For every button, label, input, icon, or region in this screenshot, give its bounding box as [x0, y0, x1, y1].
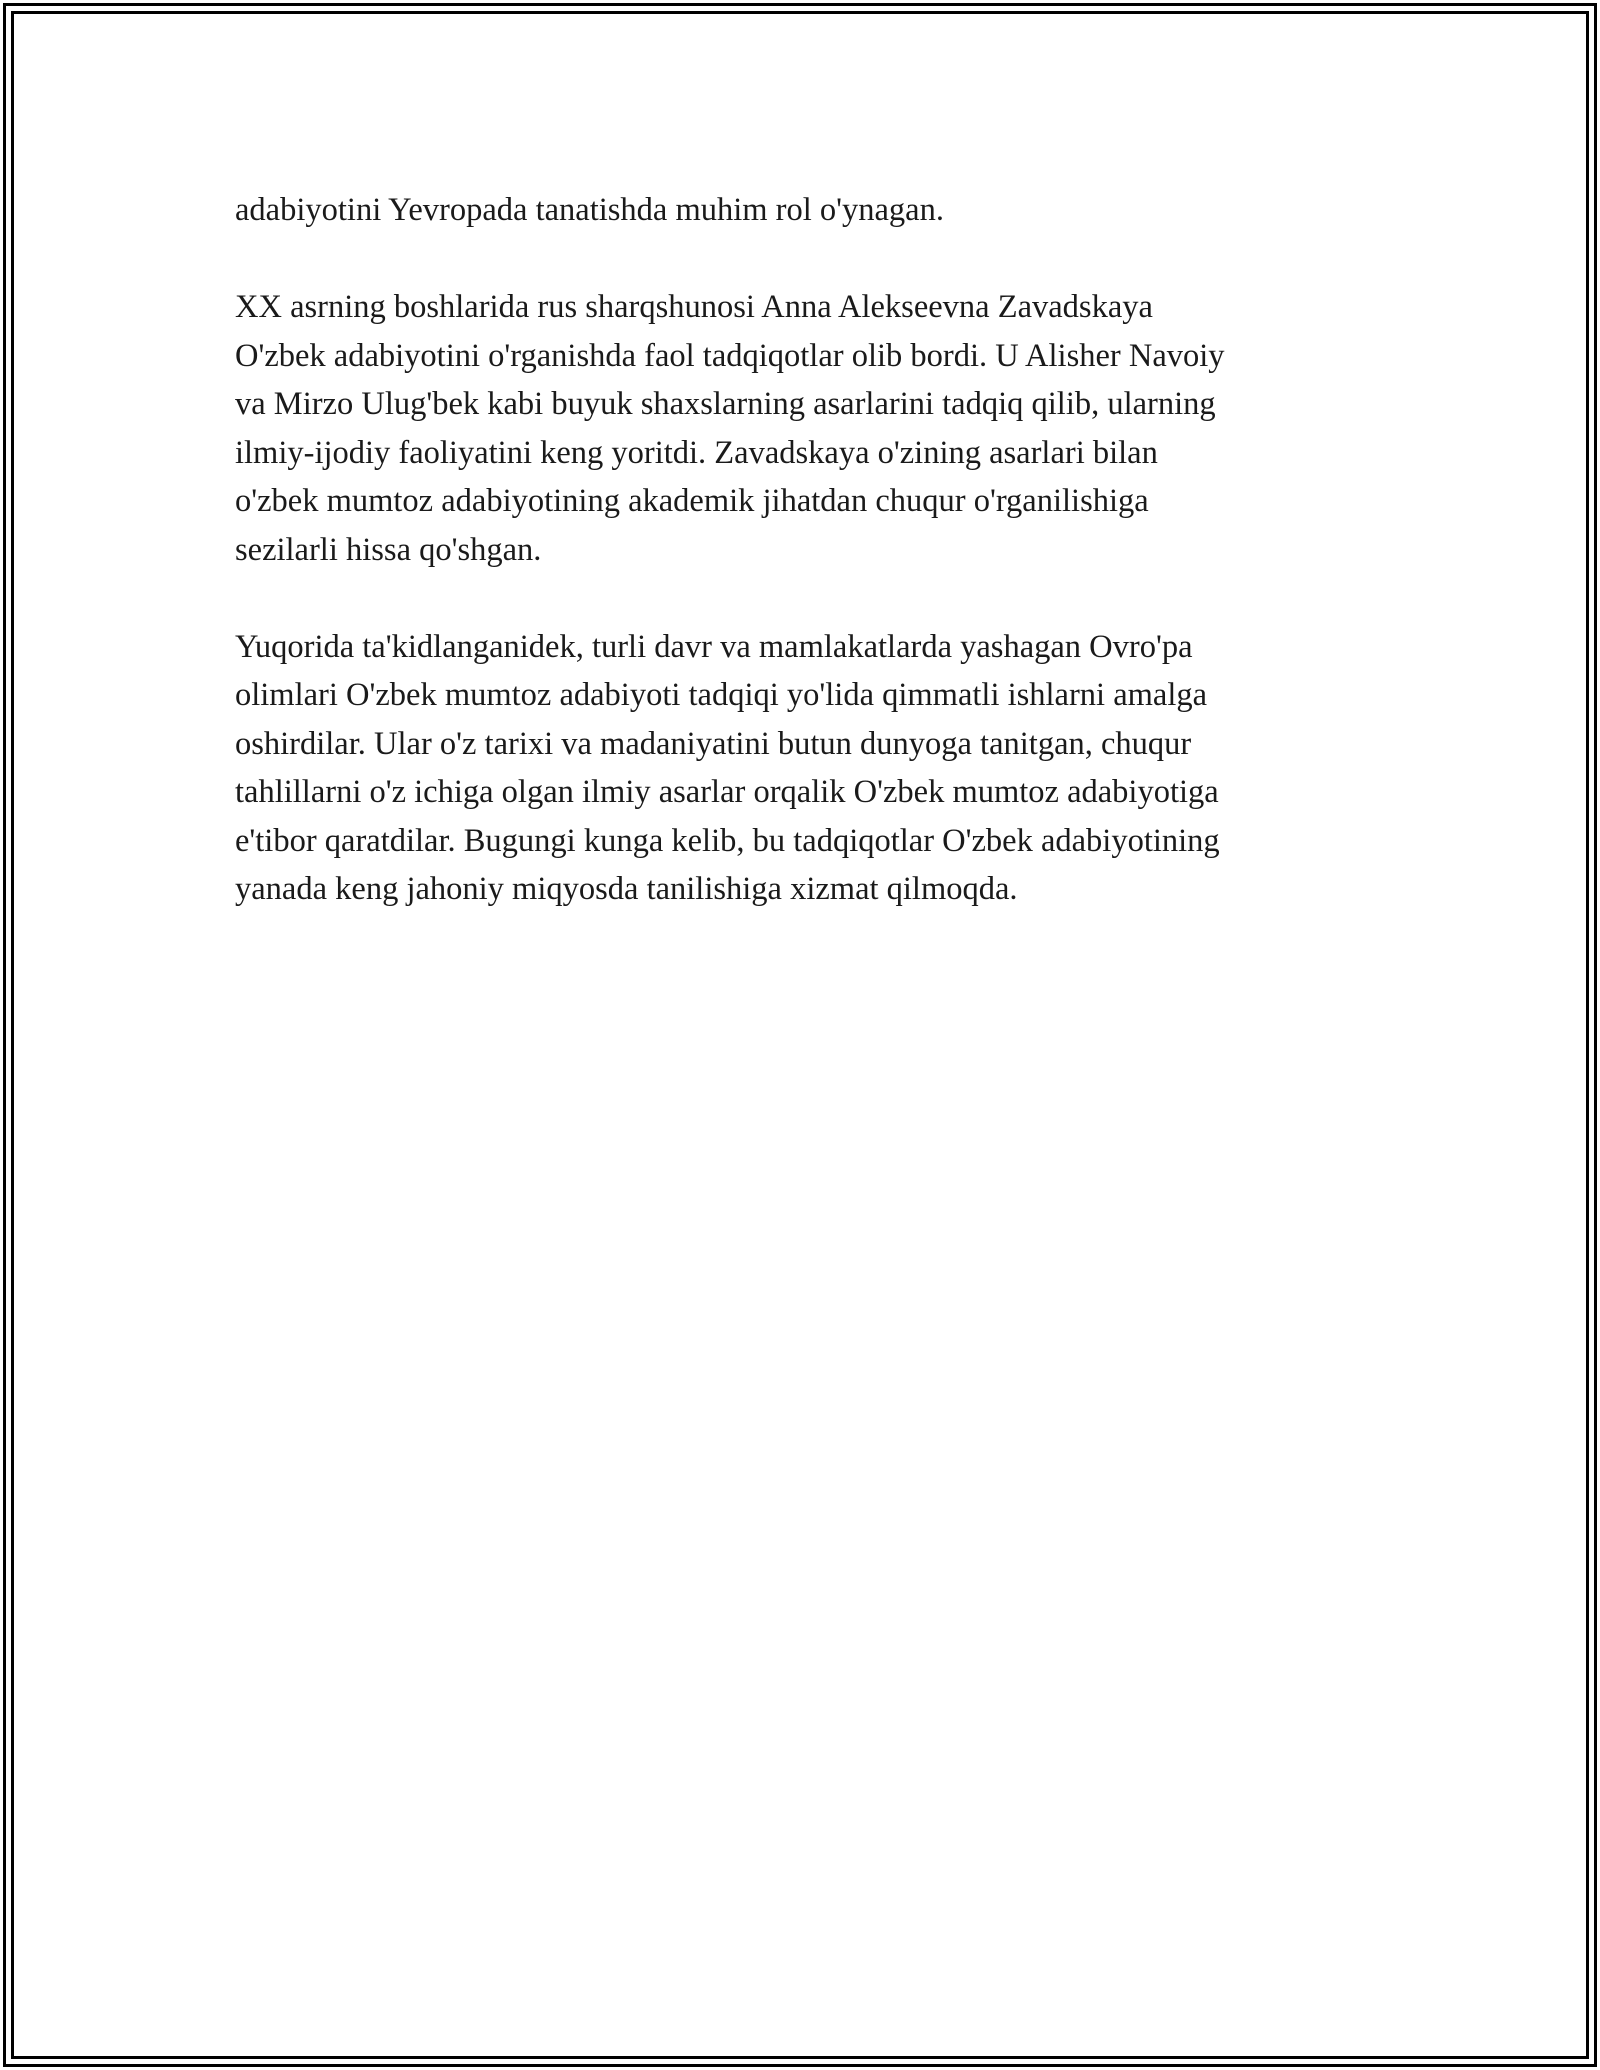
- text-line: o'zbek mumtoz adabiyotining akademik jihatdan chuqur o'rganilishiga: [235, 483, 1149, 519]
- document-body: [235, 186, 1375, 962]
- paragraph-3: [235, 623, 1375, 914]
- text-line: oshirdilar. Ular o'z tarixi va madaniyatini butun dunyoga tanitgan, chuqur: [235, 725, 1192, 762]
- text-line: ilmiy-ijodiy faoliyatini keng yoritdi. Zavadskaya o'zining asarlari bilan: [235, 434, 1158, 471]
- text-line: va Mirzo Ulug'bek kabi buyuk shaxslarning asarlarini tadqiq qilib, ularning: [235, 386, 1216, 422]
- text-line: olimlari O'zbek mumtoz adabiyoti tadqiqi yo'lida qimmatli ishlarni amalga: [235, 677, 1208, 713]
- text-line: tahlillarni o'z ichiga olgan ilmiy asarlar orqalik O'zbek mumtoz adabiyotiga: [235, 774, 1219, 810]
- text-line: O'zbek adabiyotini o'rganishda faol tadqiqotlar olib bordi. U Alisher Navoiy: [235, 337, 1225, 374]
- paragraph-1: [235, 186, 1375, 235]
- text-line: Yuqorida ta'kidlanganidek, turli davr va mamlakatlarda yashagan Ovro'pa: [235, 628, 1193, 665]
- text-line: yanada keng jahoniy miqyosda tanilishiga xizmat qilmoqda.: [235, 871, 1018, 907]
- text-line: e'tibor qaratdilar. Bugungi kunga kelib, bu tadqiqotlar O'zbek adabiyotining: [235, 822, 1220, 859]
- text-line: XX asrning boshlarida rus sharqshunosi Anna Alekseevna Zavadskaya: [235, 289, 1153, 325]
- paragraph-2: [235, 283, 1375, 574]
- text-line: adabiyotini Yevropada tanatishda muhim rol o'ynagan.: [235, 192, 944, 228]
- text-line: sezilarli hissa qo'shgan.: [235, 531, 542, 568]
